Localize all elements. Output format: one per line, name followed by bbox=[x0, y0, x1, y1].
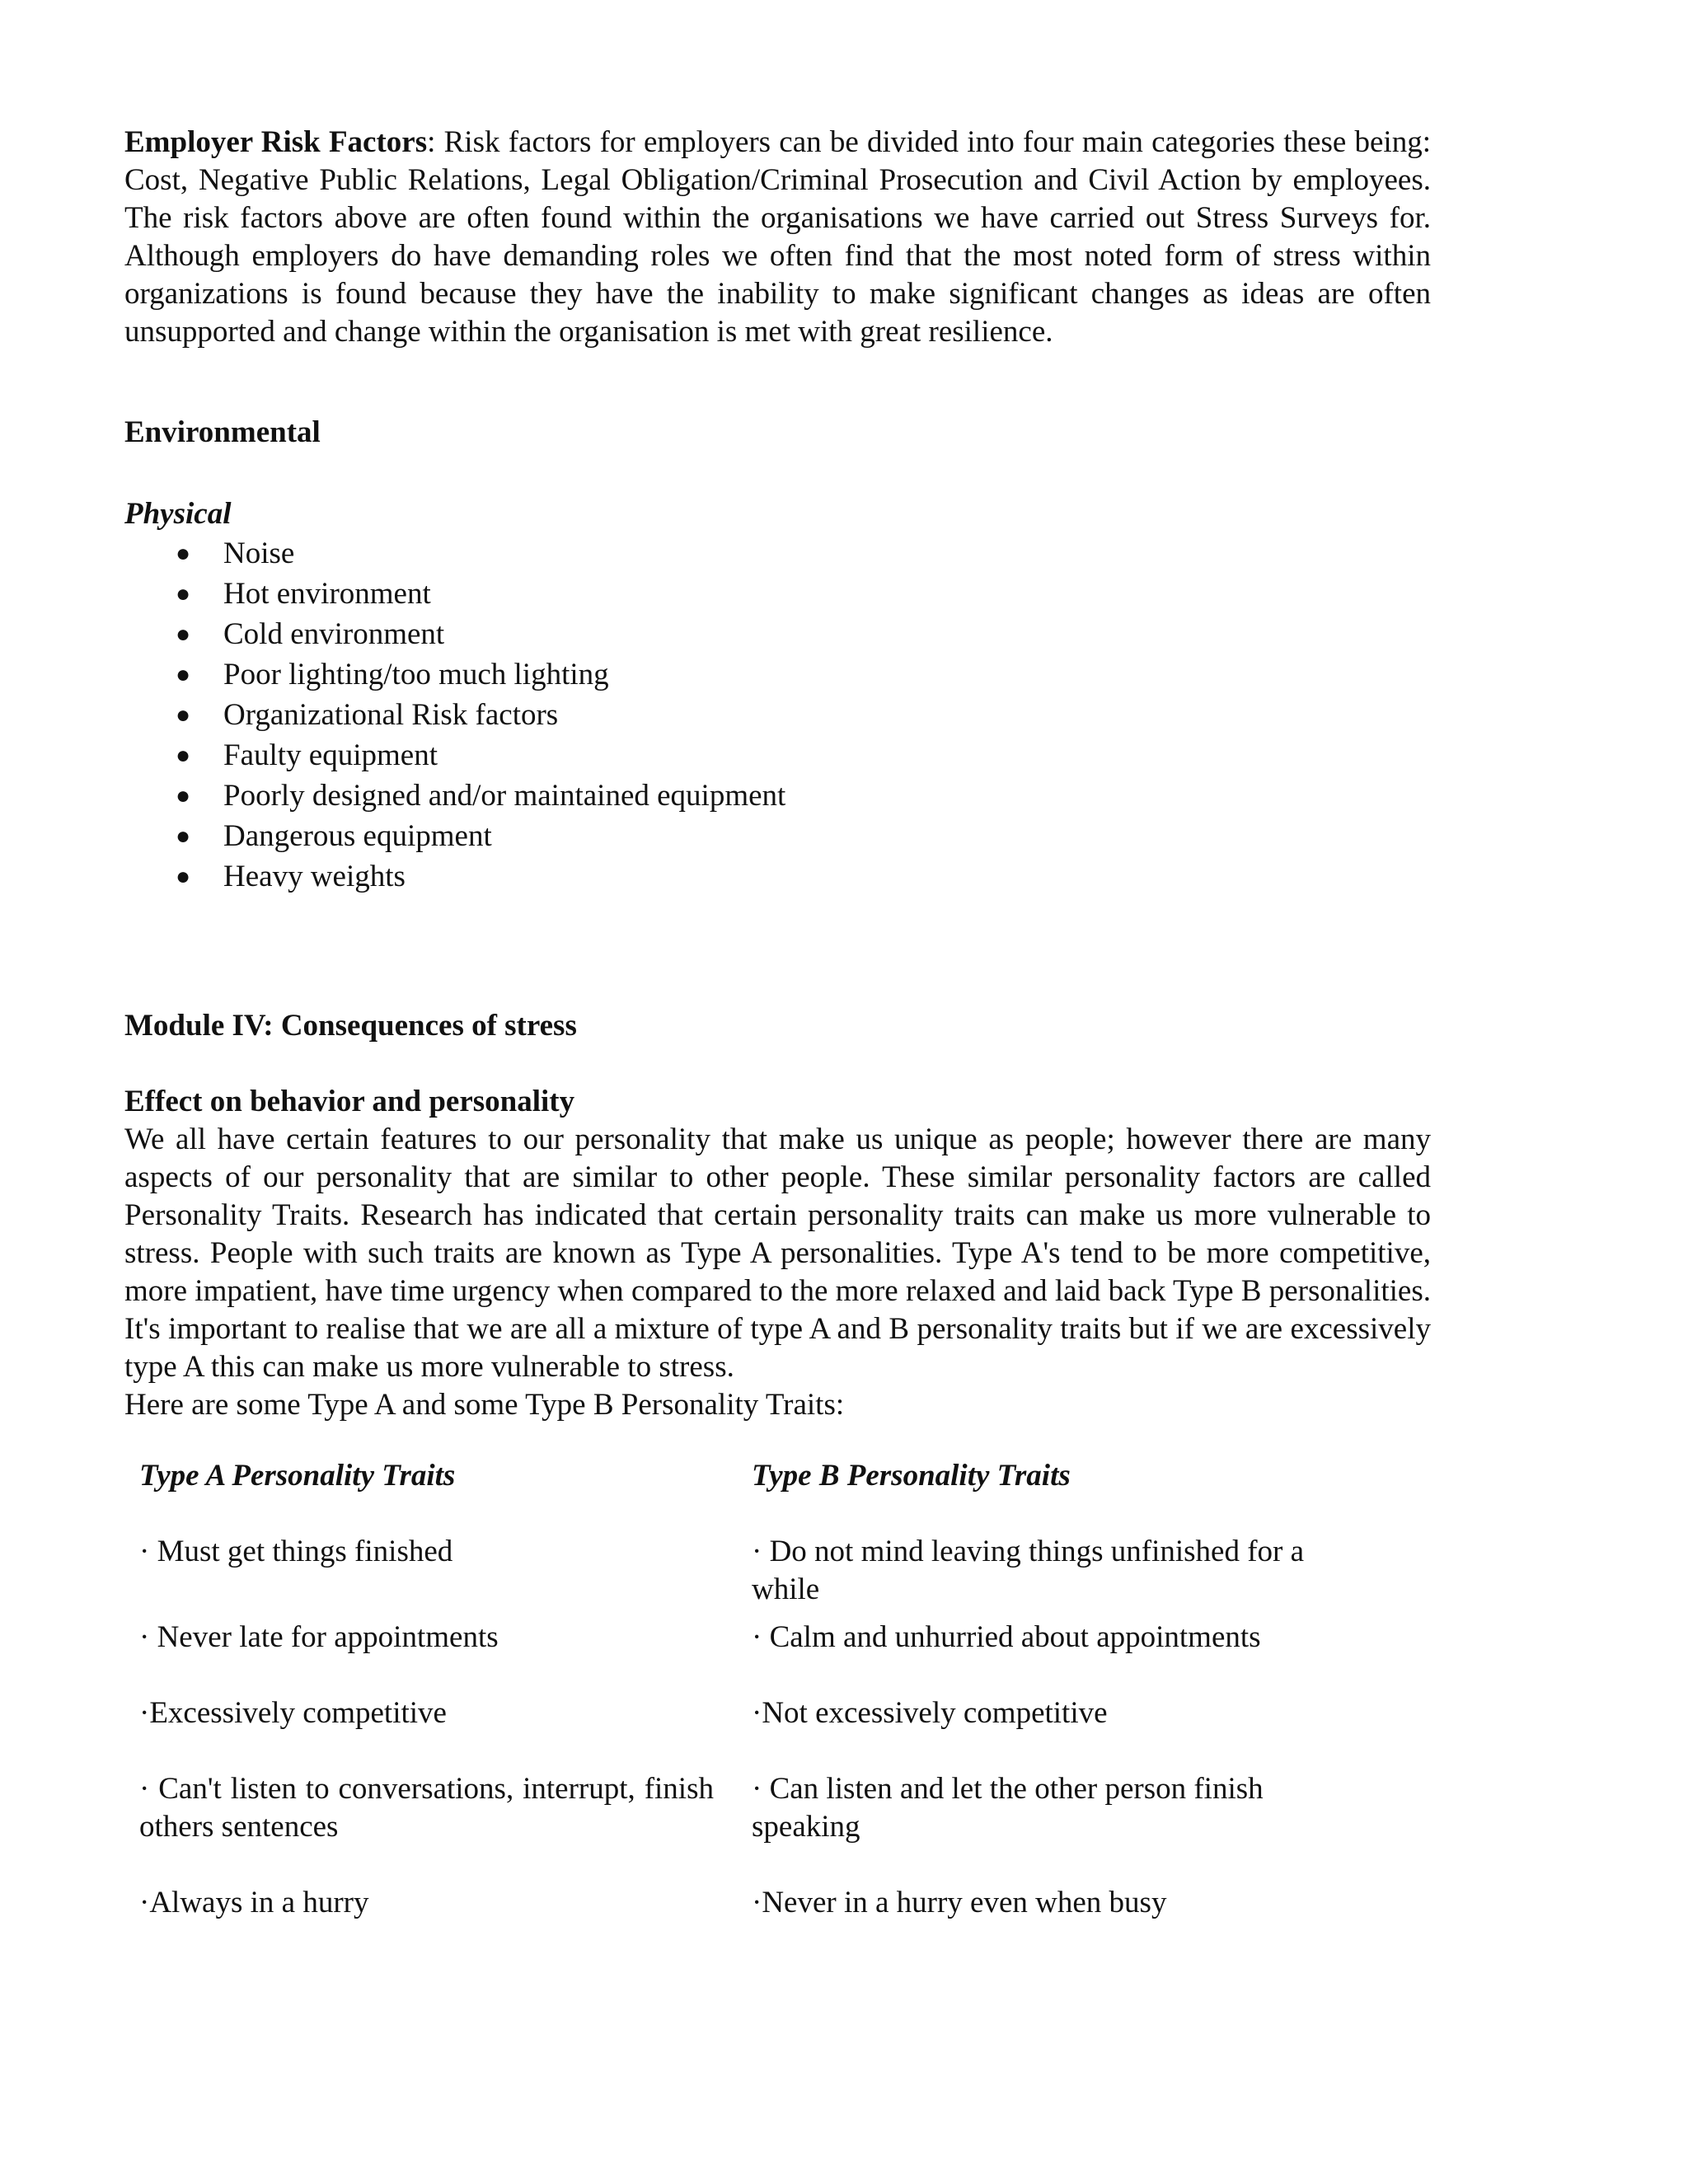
traits-lead-in: Here are some Type A and some Type B Personality Traits: bbox=[124, 1388, 845, 1422]
bullet-icon: ● bbox=[176, 540, 191, 567]
module-heading: Module IV: Consequences of stress bbox=[124, 1009, 577, 1043]
type-a-heading: Type A Personality Traits bbox=[139, 1459, 456, 1493]
list-item bbox=[124, 574, 1431, 614]
bullet-icon: ● bbox=[176, 661, 191, 688]
type-b-trait: · Do not mind leaving things unfinished for a while bbox=[752, 1535, 1305, 1606]
table-row bbox=[139, 1694, 1425, 1770]
list-item bbox=[124, 735, 1431, 776]
list-item bbox=[124, 776, 1431, 816]
bullet-icon: ● bbox=[176, 742, 191, 769]
type-a-trait: · Can't listen to conversations, interrupt, finish others sentences bbox=[139, 1772, 714, 1844]
list-item bbox=[124, 614, 1431, 654]
list-item-text: Cold environment bbox=[223, 617, 445, 651]
list-item bbox=[124, 816, 1431, 856]
list-item bbox=[124, 654, 1431, 695]
type-b-trait: · Can listen and let the other person finish speaking bbox=[752, 1772, 1264, 1844]
bullet-icon: ● bbox=[176, 863, 191, 890]
employer-risk-lead: Employer Risk Factors bbox=[124, 125, 428, 159]
table-row bbox=[139, 1533, 1425, 1619]
effect-paragraph: We all have certain features to our personality that make us unique as people; however there are many aspects of our personality that are similar to other people. These similar personality factors are called Personality Traits. Research has indicated that certain personality traits can make us more vulnerable to stress. People with such traits are known as Type A personalities. Type A's tend to be more competitive, more impatient, have time urgency when compared to the more relaxed and laid back Type B personalities. It's important to realise that we are all a mixture of type A and B personality traits but if we are excessively type A this can make us more vulnerable to stress. bbox=[124, 1122, 1431, 1384]
bullet-icon: ● bbox=[176, 580, 191, 607]
list-item-text: Poorly designed and/or maintained equipment bbox=[223, 779, 786, 813]
type-b-trait: · Calm and unhurried about appointments bbox=[752, 1620, 1261, 1654]
environmental-heading: Environmental bbox=[124, 415, 321, 449]
personality-traits-table bbox=[139, 1457, 1425, 1922]
employer-risk-text: : Risk factors for employers can be divided into four main categories these being: Cost, Negative Public Relations, Legal Obligation/Criminal Prosecution and Civil Action by employees. The risk factors above are often found within the organisations we have carried out Stress Surveys for. Although employers do have demanding roles we often find that the most noted form of stress within organizations is found because they have the inability to make significant changes as ideas are often unsupported and change within the organisation is met with great resilience. bbox=[124, 125, 1431, 349]
physical-list bbox=[124, 533, 1431, 897]
list-item bbox=[124, 695, 1431, 735]
bullet-icon: ● bbox=[176, 823, 191, 850]
bullet-icon: ● bbox=[176, 782, 191, 809]
physical-subheading: Physical bbox=[124, 497, 232, 531]
type-b-heading: Type B Personality Traits bbox=[752, 1459, 1071, 1493]
list-item bbox=[124, 856, 1431, 897]
traits-header-row bbox=[139, 1457, 1425, 1533]
table-row bbox=[139, 1770, 1425, 1884]
type-a-trait: · Never late for appointments bbox=[139, 1620, 499, 1654]
list-item-text: Faulty equipment bbox=[223, 738, 438, 772]
type-a-trait: ·Always in a hurry bbox=[139, 1886, 369, 1919]
effect-heading: Effect on behavior and personality bbox=[124, 1085, 575, 1118]
type-a-trait: · Must get things finished bbox=[139, 1535, 453, 1568]
list-item bbox=[124, 533, 1431, 574]
list-item-text: Heavy weights bbox=[223, 860, 406, 893]
list-item-text: Organizational Risk factors bbox=[223, 698, 559, 732]
list-item-text: Dangerous equipment bbox=[223, 819, 492, 853]
bullet-icon: ● bbox=[176, 701, 191, 729]
employer-risk-paragraph bbox=[124, 124, 1431, 351]
bullet-icon: ● bbox=[176, 621, 191, 648]
type-b-trait: ·Never in a hurry even when busy bbox=[752, 1886, 1167, 1919]
list-item-text: Hot environment bbox=[223, 577, 431, 611]
list-item-text: Poor lighting/too much lighting bbox=[223, 658, 609, 691]
type-a-trait: ·Excessively competitive bbox=[139, 1696, 447, 1730]
type-b-trait: ·Not excessively competitive bbox=[752, 1696, 1108, 1730]
list-item-text: Noise bbox=[223, 537, 295, 570]
table-row bbox=[139, 1619, 1425, 1694]
table-row bbox=[139, 1884, 1425, 1922]
document-page bbox=[124, 124, 1431, 1919]
